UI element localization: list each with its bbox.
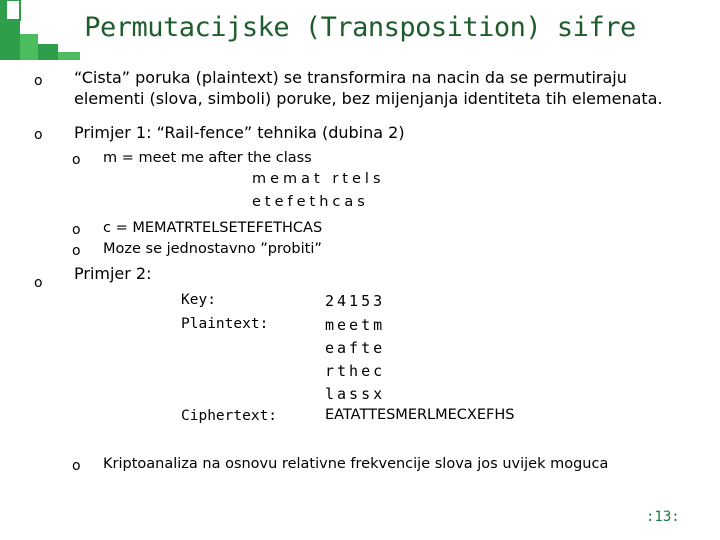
bullet-marker: o — [34, 73, 43, 89]
bullet-marker: o — [34, 275, 43, 291]
key-label: Key: — [181, 292, 216, 308]
bullet-1-line-2: elementi (slova, simboli) poruke, bez mijenjanja identiteta tih elemenata. — [74, 89, 663, 108]
plaintext-row: eafte — [325, 339, 386, 357]
cryptanalysis-note: Kriptoanaliza na osnovu relativne frekvencije slova jos uvijek moguca — [103, 456, 609, 472]
bullet-1-line-1: “Cista” poruka (plaintext) se transformira na nacin da se permutiraju — [74, 68, 627, 87]
plaintext-row: rthec — [325, 362, 386, 380]
bullet-3-text: Primjer 2: — [74, 264, 152, 283]
message-line: m = meet me after the class — [103, 150, 312, 166]
key-value: 24153 — [325, 292, 386, 310]
ciphertext-label: Ciphertext: — [181, 408, 278, 424]
break-note: Moze se jednostavno ”probiti” — [103, 241, 322, 257]
sub-bullet-marker: o — [72, 458, 81, 474]
sub-bullet-marker: o — [72, 243, 81, 259]
plaintext-row: lassx — [325, 385, 386, 403]
plaintext-label: Plaintext: — [181, 316, 269, 332]
bullet-marker: o — [34, 127, 43, 143]
bullet-2-text: Primjer 1: “Rail-fence” tehnika (dubina 2) — [74, 123, 405, 142]
page-number: :13: — [646, 509, 680, 525]
plaintext-row: meetm — [325, 316, 386, 334]
ciphertext-value: EATATTESMERLMECXEFHS — [325, 407, 515, 423]
ciphertext-line: c = MEMATRTELSETEFETHCAS — [103, 220, 323, 236]
rail-row-2: etefethcas — [252, 194, 369, 210]
slide-title: Permutacijske (Transposition) sifre — [84, 12, 636, 43]
sub-bullet-marker: o — [72, 152, 81, 168]
rail-row-1: memat rtels — [252, 171, 385, 187]
sub-bullet-marker: o — [72, 222, 81, 238]
